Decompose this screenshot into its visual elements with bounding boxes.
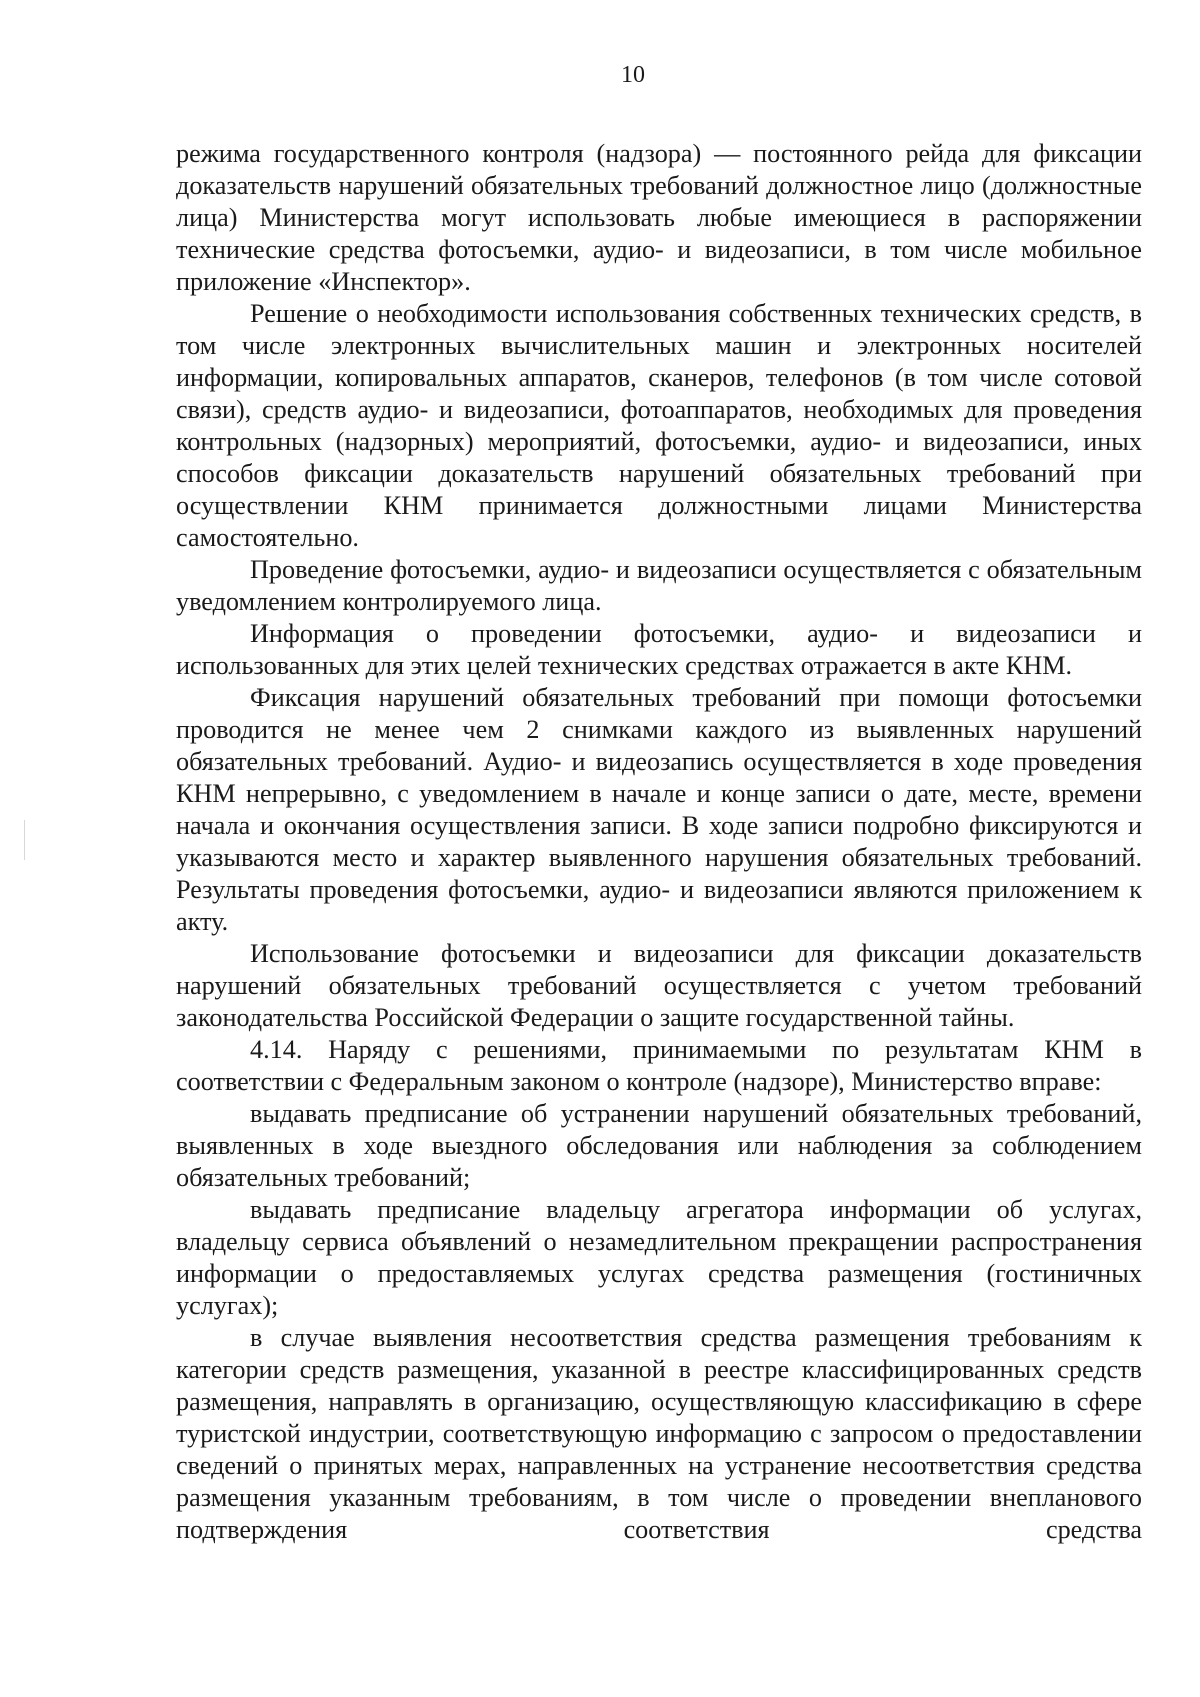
- paragraph-3: Проведение фотосъемки, аудио- и видеозаписи осуществляется с обязательным уведомлением контролируемого лица.: [176, 555, 1142, 616]
- paragraph-9: выдавать предписание владельцу агрегатора информации об услугах, владельцу сервиса объявлений о незамедлительном прекращении распространения информации о предоставляемых услугах средства размещения (гостиничных услугах);: [176, 1195, 1142, 1320]
- paragraph-10: в случае выявления несоответствия средства размещения требованиям к категории средств размещения, указанной в реестре классифицированных средств размещения, направлять в организацию, осуществляющую классификацию в сфере туристской индустрии, соответствующую информацию с запросом о предоставлении сведений о принятых мерах, направленных на устранение несоответствия средства размещения указанным требованиям, в том числе о проведении внепланового подтверждения соответствия средства: [176, 1323, 1142, 1544]
- paragraph-5: Фиксация нарушений обязательных требований при помощи фотосъемки проводится не менее чем 2 снимками каждого из выявленных нарушений обязательных требований. Аудио- и видеозапись осуществляется в ходе проведения КНМ непрерывно, с уведомлением в начале и конце записи о дате, месте, времени начала и окончания осуществления записи. В ходе записи подробно фиксируются и указываются место и характер выявленного нарушения обязательных требований. Результаты проведения фотосъемки, аудио- и видеозаписи являются приложением к акту.: [176, 683, 1142, 936]
- paragraph-8: выдавать предписание об устранении нарушений обязательных требований, выявленных в ходе выездного обследования или наблюдения за соблюдением обязательных требований;: [176, 1099, 1142, 1192]
- paragraph-7: 4.14. Наряду с решениями, принимаемыми по результатам КНМ в соответствии с Федеральным законом о контроле (надзоре), Министерство вправе:: [176, 1035, 1142, 1096]
- scan-artifact: [24, 820, 25, 860]
- paragraph-2: Решение о необходимости использования собственных технических средств, в том числе электронных вычислительных машин и электронных носителей информации, копировальных аппаратов, сканеров, телефонов (в том числе сотовой связи), средств аудио- и видеозаписи, фотоаппаратов, необходимых для проведения контрольных (надзорных) мероприятий, фотосъемки, аудио- и видеозаписи, иных способов фиксации доказательств нарушений обязательных требований при осуществлении КНМ принимается должностными лицами Министерства самостоятельно.: [176, 299, 1142, 552]
- document-body: [176, 138, 1142, 1546]
- paragraph-1: режима государственного контроля (надзора) — постоянного рейда для фиксации доказательств нарушений обязательных требований должностное лицо (должностные лица) Министерства могут использовать любые имеющиеся в распоряжении технические средства фотосъемки, аудио- и видеозаписи, в том числе мобильное приложение «Инспектор».: [176, 139, 1142, 296]
- paragraph-4: Информация о проведении фотосъемки, аудио- и видеозаписи и использованных для этих целей технических средствах отражается в акте КНМ.: [176, 619, 1142, 680]
- page-number: 10: [621, 62, 645, 88]
- paragraph-6: Использование фотосъемки и видеозаписи для фиксации доказательств нарушений обязательных требований осуществляется с учетом требований законодательства Российской Федерации о защите государственной тайны.: [176, 939, 1142, 1032]
